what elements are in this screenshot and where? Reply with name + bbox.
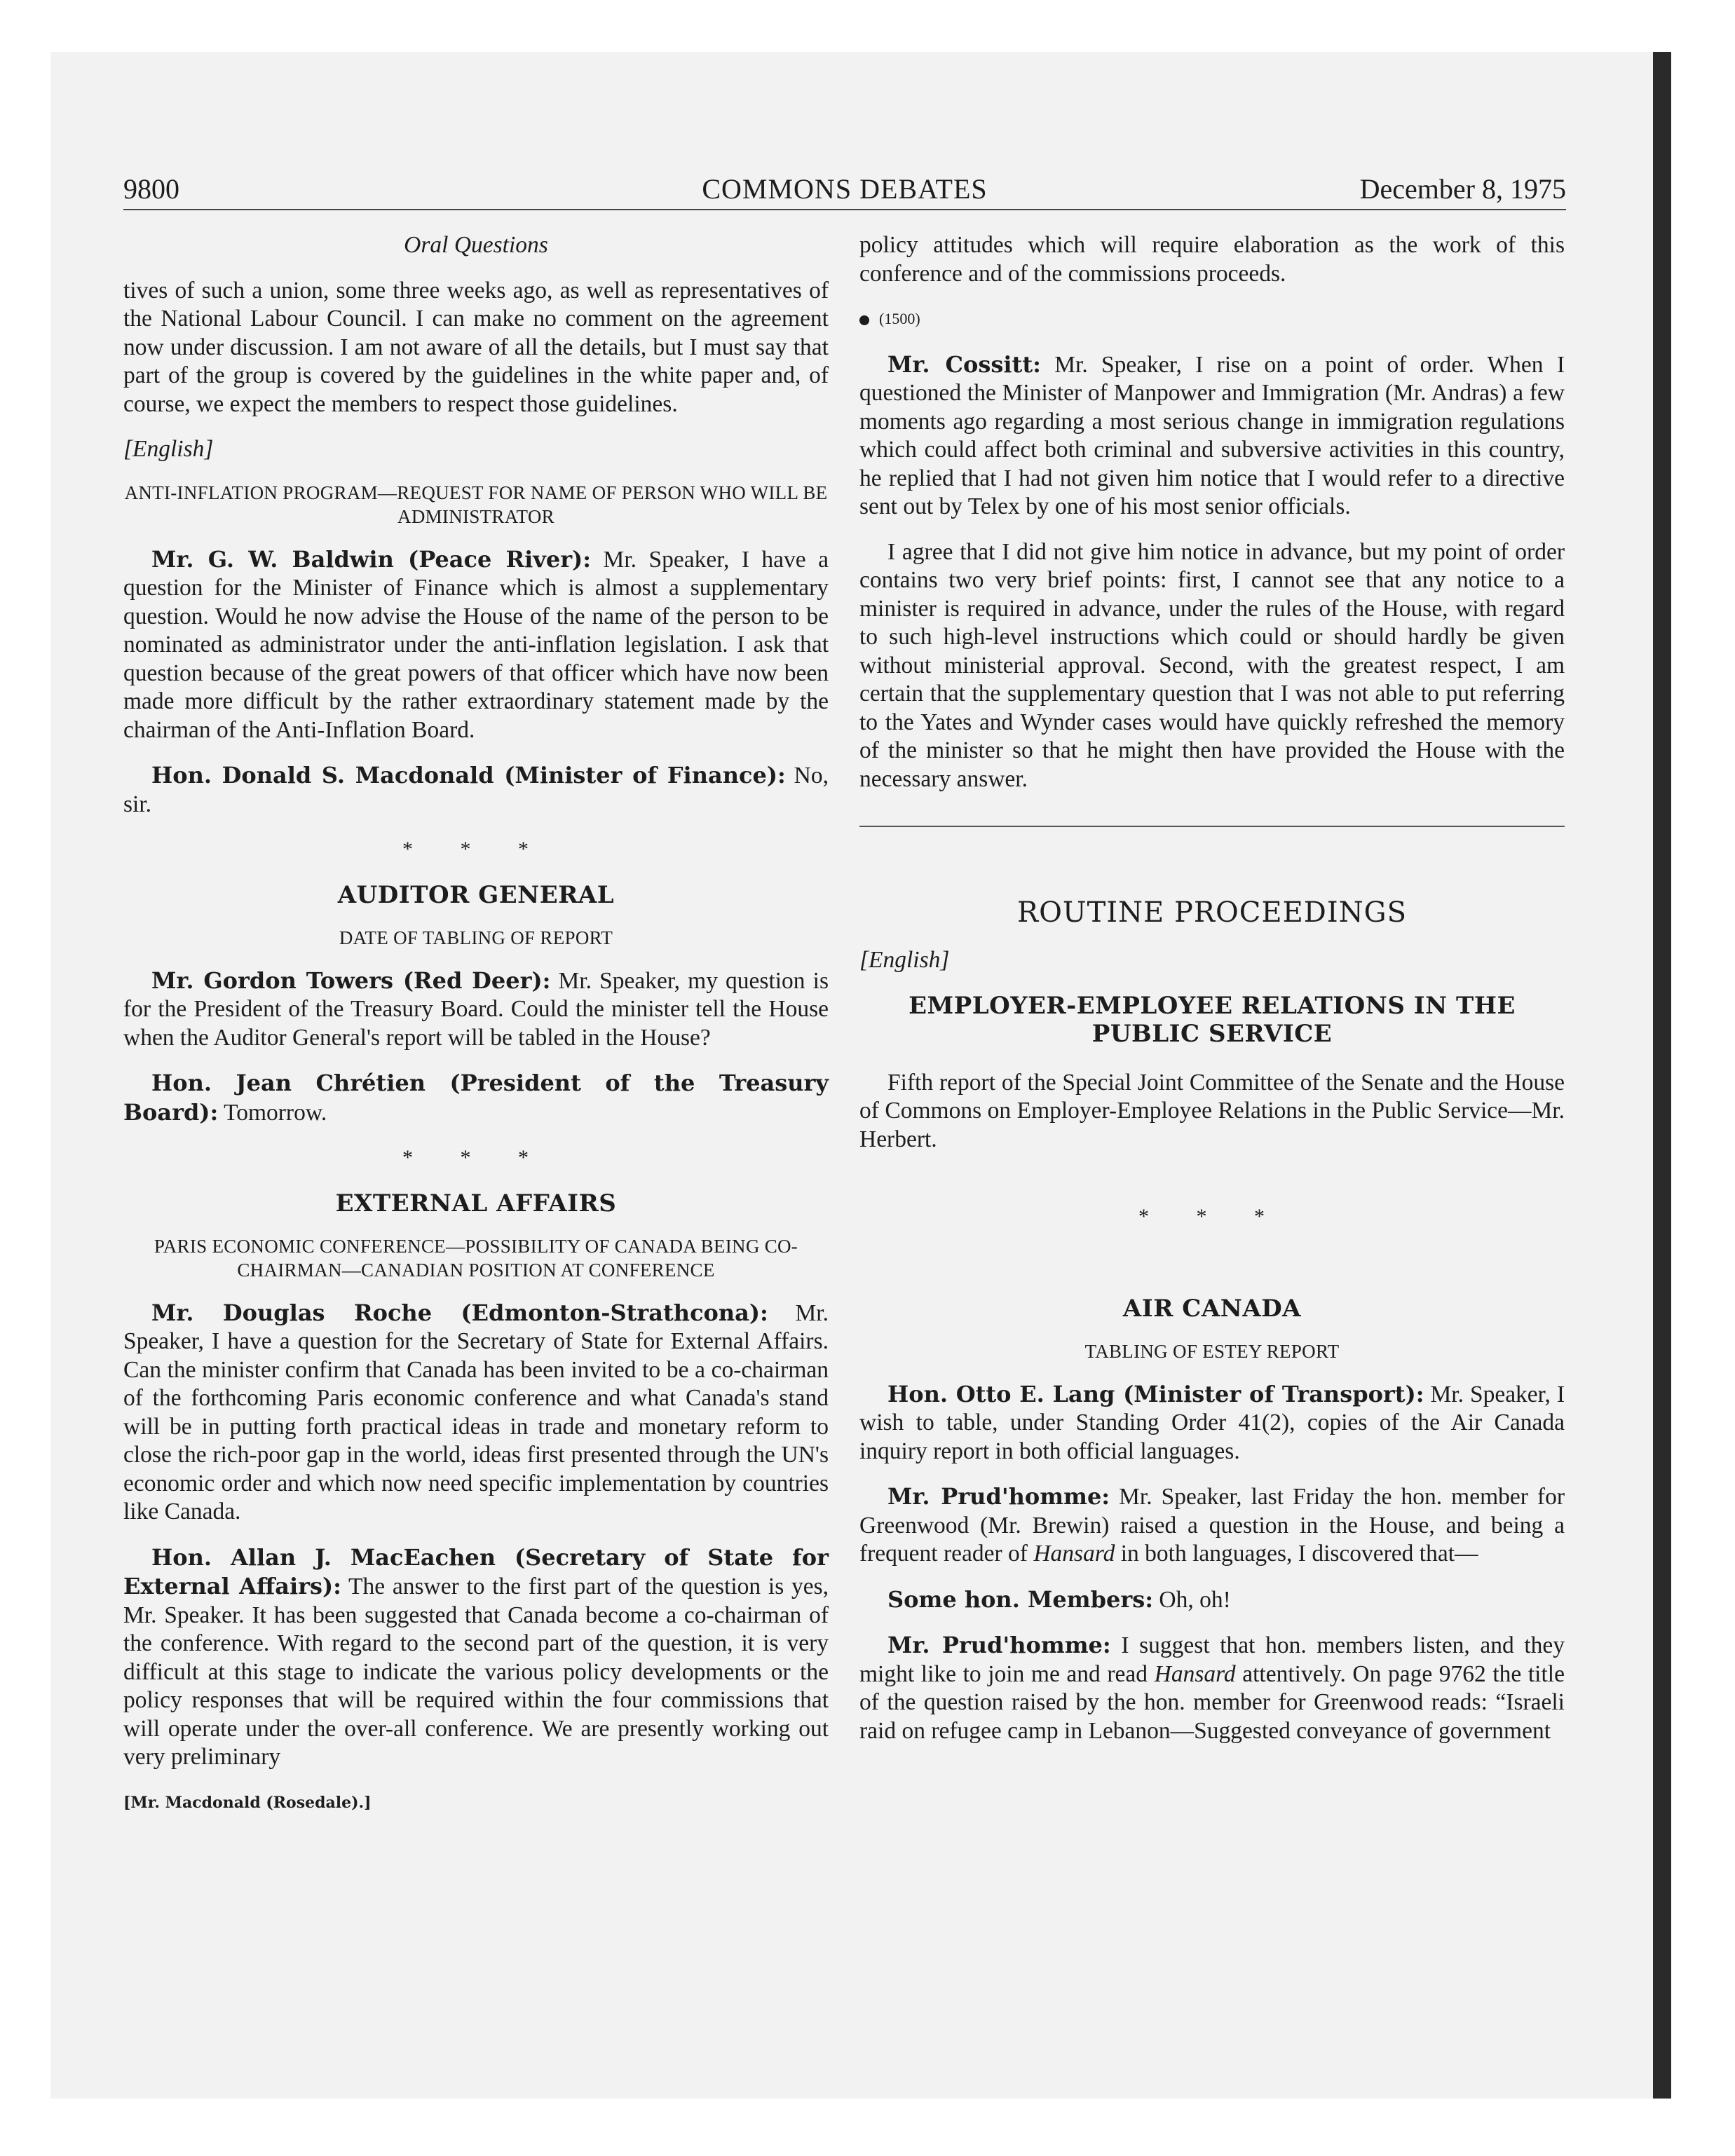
speech-text: Oh, oh! bbox=[1153, 1586, 1231, 1613]
publication-date: December 8, 1975 bbox=[1359, 173, 1566, 205]
speech-text: The answer to the first part of the question is yes, Mr. Speaker. It has been suggested that Canada become a co-chairman of the conference. With regard to the second part of the question, it is very difficult at this stage to indicate the various policy developments or the policy responses that will be required within the four commissions that will operate under the over-all conference. We are presently working out very preliminary bbox=[123, 1574, 829, 1770]
speech-chretien bbox=[123, 1069, 829, 1127]
publication-title: COMMONS DEBATES bbox=[702, 173, 988, 205]
speaker-name: Hon. Donald S. Macdonald (Minister of Finance): bbox=[151, 762, 786, 789]
speech-lang bbox=[859, 1380, 1565, 1466]
subheading: TABLING OF ESTEY REPORT bbox=[1084, 1340, 1340, 1362]
speaker-name: Mr. Prud'homme: bbox=[887, 1483, 1110, 1510]
language-tag: [English] bbox=[859, 947, 950, 973]
speech-text: Mr. Speaker, my question is for the President of the Treasury Board. Could the minister tell the House when the Auditor General's report will be tabled in the House? bbox=[123, 967, 829, 1051]
speech-prudhomme-1 bbox=[859, 1482, 1565, 1569]
speaker-name: Hon. Otto E. Lang (Minister of Transport): bbox=[887, 1380, 1424, 1407]
subheading: PARIS ECONOMIC CONFERENCE—POSSIBILITY OF CANADA BEING CO-CHAIRMAN—CANADIAN POSITION AT CONFERENCE bbox=[154, 1235, 798, 1281]
speech-prudhomme-2 bbox=[859, 1631, 1565, 1745]
speaker-name: Mr. Douglas Roche (Edmonton-Strathcona): bbox=[151, 1299, 768, 1326]
section-heading: EMPLOYER-EMPLOYEE RELATIONS IN THE PUBLIC SERVICE bbox=[909, 991, 1516, 1048]
section-heading: AUDITOR GENERAL bbox=[337, 880, 615, 909]
page-number: 9800 bbox=[123, 173, 179, 205]
speech-text: Mr. Speaker, I rise on a point of order. When I questioned the Minister of Manpower and Immigration (Mr. Andras) a few moments ago regarding a most serious change in immigration regulations which could affect both criminal and subversive activities in this country, he replied that I had not given him notice that I would refer to a directive sent out by Telex by one of his most senior officials. bbox=[859, 351, 1565, 519]
speaker-name: Mr. Cossitt: bbox=[887, 350, 1041, 378]
speech-baldwin bbox=[123, 545, 829, 745]
section-separator: * * * bbox=[402, 838, 550, 861]
speech-roche bbox=[123, 1299, 829, 1527]
section-heading: EXTERNAL AFFAIRS bbox=[335, 1189, 617, 1217]
header-rule bbox=[123, 209, 1566, 210]
section-heading: AIR CANADA bbox=[1122, 1294, 1302, 1323]
speaker-name: Hon. Allan J. MacEachen (Secretary of State for External Affairs): bbox=[123, 1543, 829, 1599]
speaker-name: Hon. Jean Chrétien (President of the Treasury Board): bbox=[123, 1070, 829, 1126]
subheading: DATE OF TABLING OF REPORT bbox=[339, 927, 613, 948]
language-tag: [English] bbox=[123, 436, 214, 462]
right-column bbox=[859, 231, 1565, 1762]
speech-text: in both languages, I discovered that— bbox=[1115, 1541, 1478, 1567]
running-head: Oral Questions bbox=[404, 232, 548, 258]
paragraph: tives of such a union, some three weeks ago, as well as representatives of the National Labour Council. I can make no comment on the agreement now under discussion. I am not aware of all the details, but I must say that part of the group is covered by the guidelines in the white paper and, of course, we expect the members to respect those guidelines. bbox=[123, 277, 829, 417]
section-separator: * * * bbox=[402, 1146, 550, 1169]
subheading: ANTI-INFLATION PROGRAM—REQUEST FOR NAME OF PERSON WHO WILL BE ADMINISTRATOR bbox=[124, 482, 828, 527]
section-rule bbox=[859, 826, 1565, 827]
scan-edge-bar bbox=[1653, 52, 1671, 2099]
speaker-name: Mr. G. W. Baldwin (Peace River): bbox=[151, 545, 592, 573]
speech-text: Mr. Speaker, last Friday the hon. member for Greenwood (Mr. Brewin) raised a question in the House, and being a frequent reader of bbox=[859, 1484, 1565, 1567]
speech-italic: Hansard bbox=[1154, 1660, 1236, 1687]
speech-text: I suggest that hon. members listen, and they might like to join me and read bbox=[859, 1632, 1565, 1687]
paragraph: I agree that I did not give him notice in advance, but my point of order contains two very brief points: first, I cannot see that any notice to a minister is required in advance, under the rules of the House, with regard to such high-level instructions which could or should hardly be given without ministerial approval. Second, with the greatest respect, I am certain that the supplementary question that I was not able to put referring to the Yates and Wynder cases would have quickly refreshed the memory of the minister so that he might then have provided the House with the necessary answer. bbox=[859, 538, 1565, 792]
speech-members bbox=[859, 1585, 1565, 1615]
section-separator: * * * bbox=[1138, 1205, 1286, 1228]
speech-macdonald bbox=[123, 761, 829, 819]
speech-towers bbox=[123, 967, 829, 1053]
speech-cossitt bbox=[859, 350, 1565, 521]
speech-text: Mr. Speaker, I wish to table, under Standing Order 41(2), copies of the Air Canada inquiry report in both official languages. bbox=[859, 1381, 1565, 1464]
speaker-name: Mr. Gordon Towers (Red Deer): bbox=[151, 967, 551, 994]
bullet-icon bbox=[859, 315, 869, 325]
speech-text: Mr. Speaker, I have a question for the Minister of Finance which is almost a supplementary question. Would he now advise the House of the name of the person to be nominated as administrator under the anti-inflation legislation. I ask that question because of the great powers of that officer which have now been made more difficult by the rather extraordinary statement made by the chairman of the Anti-Inflation Board. bbox=[123, 546, 829, 743]
page-header bbox=[123, 172, 1566, 212]
speech-italic: Hansard bbox=[1033, 1541, 1115, 1567]
speaker-name: Some hon. Members: bbox=[887, 1585, 1154, 1613]
paragraph: Fifth report of the Special Joint Committee of the Senate and the House of Commons on Employer-Employee Relations in the Public Service—Mr. Herbert. bbox=[859, 1069, 1565, 1152]
time-marker-text: (1500) bbox=[879, 310, 920, 327]
speech-text: Tomorrow. bbox=[218, 1099, 327, 1126]
major-heading: ROUTINE PROCEEDINGS bbox=[1016, 896, 1408, 929]
paragraph: policy attitudes which will require elaboration as the work of this conference and of the commissions proceeds. bbox=[859, 232, 1565, 287]
speech-text: attentively. On page 9762 the title of the question raised by the hon. member for Greenwood reads: “Israeli raid on refugee camp in Lebanon—Suggested conveyance of government bbox=[859, 1660, 1565, 1744]
speaker-name: Mr. Prud'homme: bbox=[887, 1632, 1111, 1658]
speech-maceachen bbox=[123, 1543, 829, 1772]
speech-text: Mr. Speaker, I have a question for the Secretary of State for External Affairs. Can the minister confirm that Canada has been invited to be a co-chairman of the forthcoming Paris economic conference and what Canada's stand will be in putting forth practical ideas in trade and monetary reform to close the rich-poor gap in the world, ideas first presented through the UN's economic order and which now need specific implementation by countries like Canada. bbox=[123, 1299, 829, 1524]
left-column bbox=[123, 231, 829, 1834]
footer-note: [Mr. Macdonald (Rosedale).] bbox=[123, 1793, 372, 1812]
time-marker bbox=[859, 305, 1565, 334]
speech-text: No, sir. bbox=[123, 763, 829, 817]
